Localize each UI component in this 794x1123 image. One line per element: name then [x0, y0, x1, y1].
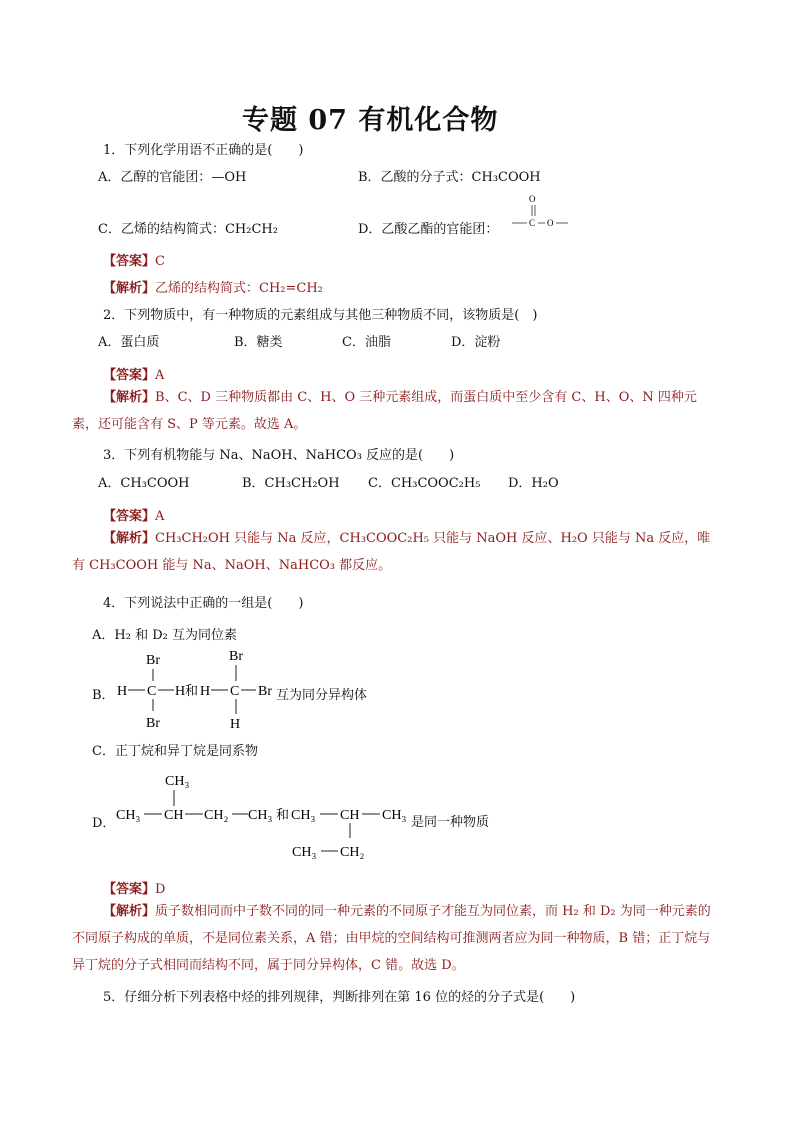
br-top-1: Br: [146, 653, 160, 668]
q3-option-d: D．H₂O: [508, 476, 559, 491]
q2-analysis-text: B、C、D 三种物质都由 C、H、O 三种元素组成，而蛋白质中至少含有 C、H、O、N 四种元素，还可能含有 S、P 等元素。故选 A。: [72, 390, 697, 432]
q4-option-b-suffix: 互为同分异构体: [276, 688, 368, 703]
h-left-1: H: [117, 684, 128, 699]
q1-answer-label: 【答案】: [103, 254, 156, 269]
q3-answer-value: A: [155, 509, 165, 524]
q4-answer-label: 【答案】: [103, 882, 156, 897]
q5-stem: 5．仔细分析下列表格中烃的排列规律，判断排列在第 16 位的烃的分子式是( ): [103, 990, 576, 1005]
q3-option-c: C．CH₃COOC₂H₅: [368, 476, 481, 491]
br-bottom-1: Br: [146, 716, 160, 731]
q2-answer-value: A: [155, 368, 165, 383]
q4-answer-value: D: [155, 882, 166, 897]
h-right-1: H: [175, 684, 186, 699]
and-connector: 和: [185, 683, 199, 698]
carbonyl-oxygen-label: O: [529, 194, 536, 204]
q4-option-c: C．正丁烷和异丁烷是同系物: [92, 744, 258, 759]
q2-option-d: D．淀粉: [451, 335, 501, 350]
ch3-right-1: CH₃: [248, 808, 273, 823]
q1-option-b: B．乙酸的分子式：CH₃COOH: [358, 170, 541, 185]
q2-answer-label: 【答案】: [103, 368, 156, 383]
ch-center-1: CH: [164, 808, 184, 823]
q2-option-c: C．油脂: [342, 335, 391, 350]
ch3-left-2: CH₃: [291, 808, 316, 823]
dibromomethane-structures: [112, 648, 292, 734]
q4-option-a: A．H₂ 和 D₂ 互为同位素: [92, 628, 237, 643]
q2-answer: [103, 364, 164, 383]
q3-option-b: B．CH₃CH₂OH: [242, 476, 340, 491]
q4-option-d-suffix: 是同一种物质: [411, 815, 490, 830]
q1-answer-value: C: [155, 254, 165, 269]
q3-option-a: A．CH₃COOH: [98, 476, 190, 491]
q1-option-d: D．乙酸乙酯的官能团：: [358, 222, 499, 237]
page-title: 专题 07 有机化合物: [242, 105, 499, 136]
ester-oxygen-label: O: [547, 218, 554, 228]
ester-carbon-label: C: [529, 218, 536, 228]
q1-option-c: C．乙烯的结构简式：CH₂CH₂: [98, 222, 278, 237]
ch3-bottom-2: CH₃: [292, 845, 317, 860]
q4-stem: 4．下列说法中正确的一组是( ): [103, 596, 304, 611]
q2-analysis-label: 【解析】: [103, 390, 156, 405]
c-center-1: C: [147, 684, 157, 699]
q2-stem: 2．下列物质中，有一种物质的元素组成与其他三种物质不同，该物质是( ): [103, 308, 538, 323]
h-bottom-2: H: [230, 717, 241, 732]
q4-option-d-label: D．: [92, 816, 116, 831]
ch2-1: CH₂: [204, 808, 229, 823]
c-center-2: C: [230, 684, 240, 699]
q4-analysis: [72, 898, 722, 979]
q3-stem: 3．下列有机物能与 Na、NaOH、NaHCO₃ 反应的是( ): [103, 448, 455, 463]
q1-analysis-label: 【解析】: [103, 281, 156, 296]
ch-center-2: CH: [340, 808, 360, 823]
q1-answer: [103, 250, 165, 269]
pentane-structures: [114, 768, 414, 864]
q2-analysis: [72, 384, 722, 438]
q2-option-b: B．糖类: [234, 335, 283, 350]
q4-analysis-label: 【解析】: [103, 904, 156, 919]
br-top-2: Br: [229, 649, 243, 664]
ester-group-structure: [510, 192, 570, 232]
q4-answer: [103, 878, 165, 897]
q3-analysis-text: CH₃CH₂OH 只能与 Na 反应，CH₃COOC₂H₅ 只能与 NaOH 反应、H₂O 只能与 Na 反应，唯有 CH₃COOH 能与 Na、NaOH、NaHCO₃ 都反应。: [72, 531, 711, 573]
q2-option-a: A．蛋白质: [98, 335, 160, 350]
q1-option-a: A．乙醇的官能团：—OH: [98, 170, 247, 185]
ch3-left-1: CH₃: [116, 808, 141, 823]
q1-stem: 1．下列化学用语不正确的是( ): [103, 143, 304, 158]
q3-answer: [103, 505, 164, 524]
q3-analysis-label: 【解析】: [103, 531, 156, 546]
q3-analysis: [72, 525, 722, 579]
br-right-2: Br: [258, 684, 272, 699]
q4-option-b-label: B．: [92, 688, 115, 703]
h-left-2: H: [200, 684, 211, 699]
q1-analysis-text: 乙烯的结构简式：CH₂=CH₂: [155, 281, 323, 296]
q1-analysis: [103, 277, 323, 296]
ch3-right-2: CH₃: [382, 808, 407, 823]
and-connector-d: 和: [276, 807, 290, 822]
ch3-branch-1: CH₃: [165, 774, 190, 789]
q4-analysis-text: 质子数相同而中子数不同的同一种元素的不同原子才能互为同位素，而 H₂ 和 D₂ 为同一种元素的不同原子构成的单质，不是同位素关系，A 错；由甲烷的空间结构可推测两者应为同一种物质，B 错；正丁烷与异丁烷的分子式相同而结构不同，属于同分异构体，C 错。故选 D。: [72, 904, 711, 973]
ch2-bottom-2: CH₂: [340, 845, 365, 860]
q3-answer-label: 【答案】: [103, 509, 156, 524]
